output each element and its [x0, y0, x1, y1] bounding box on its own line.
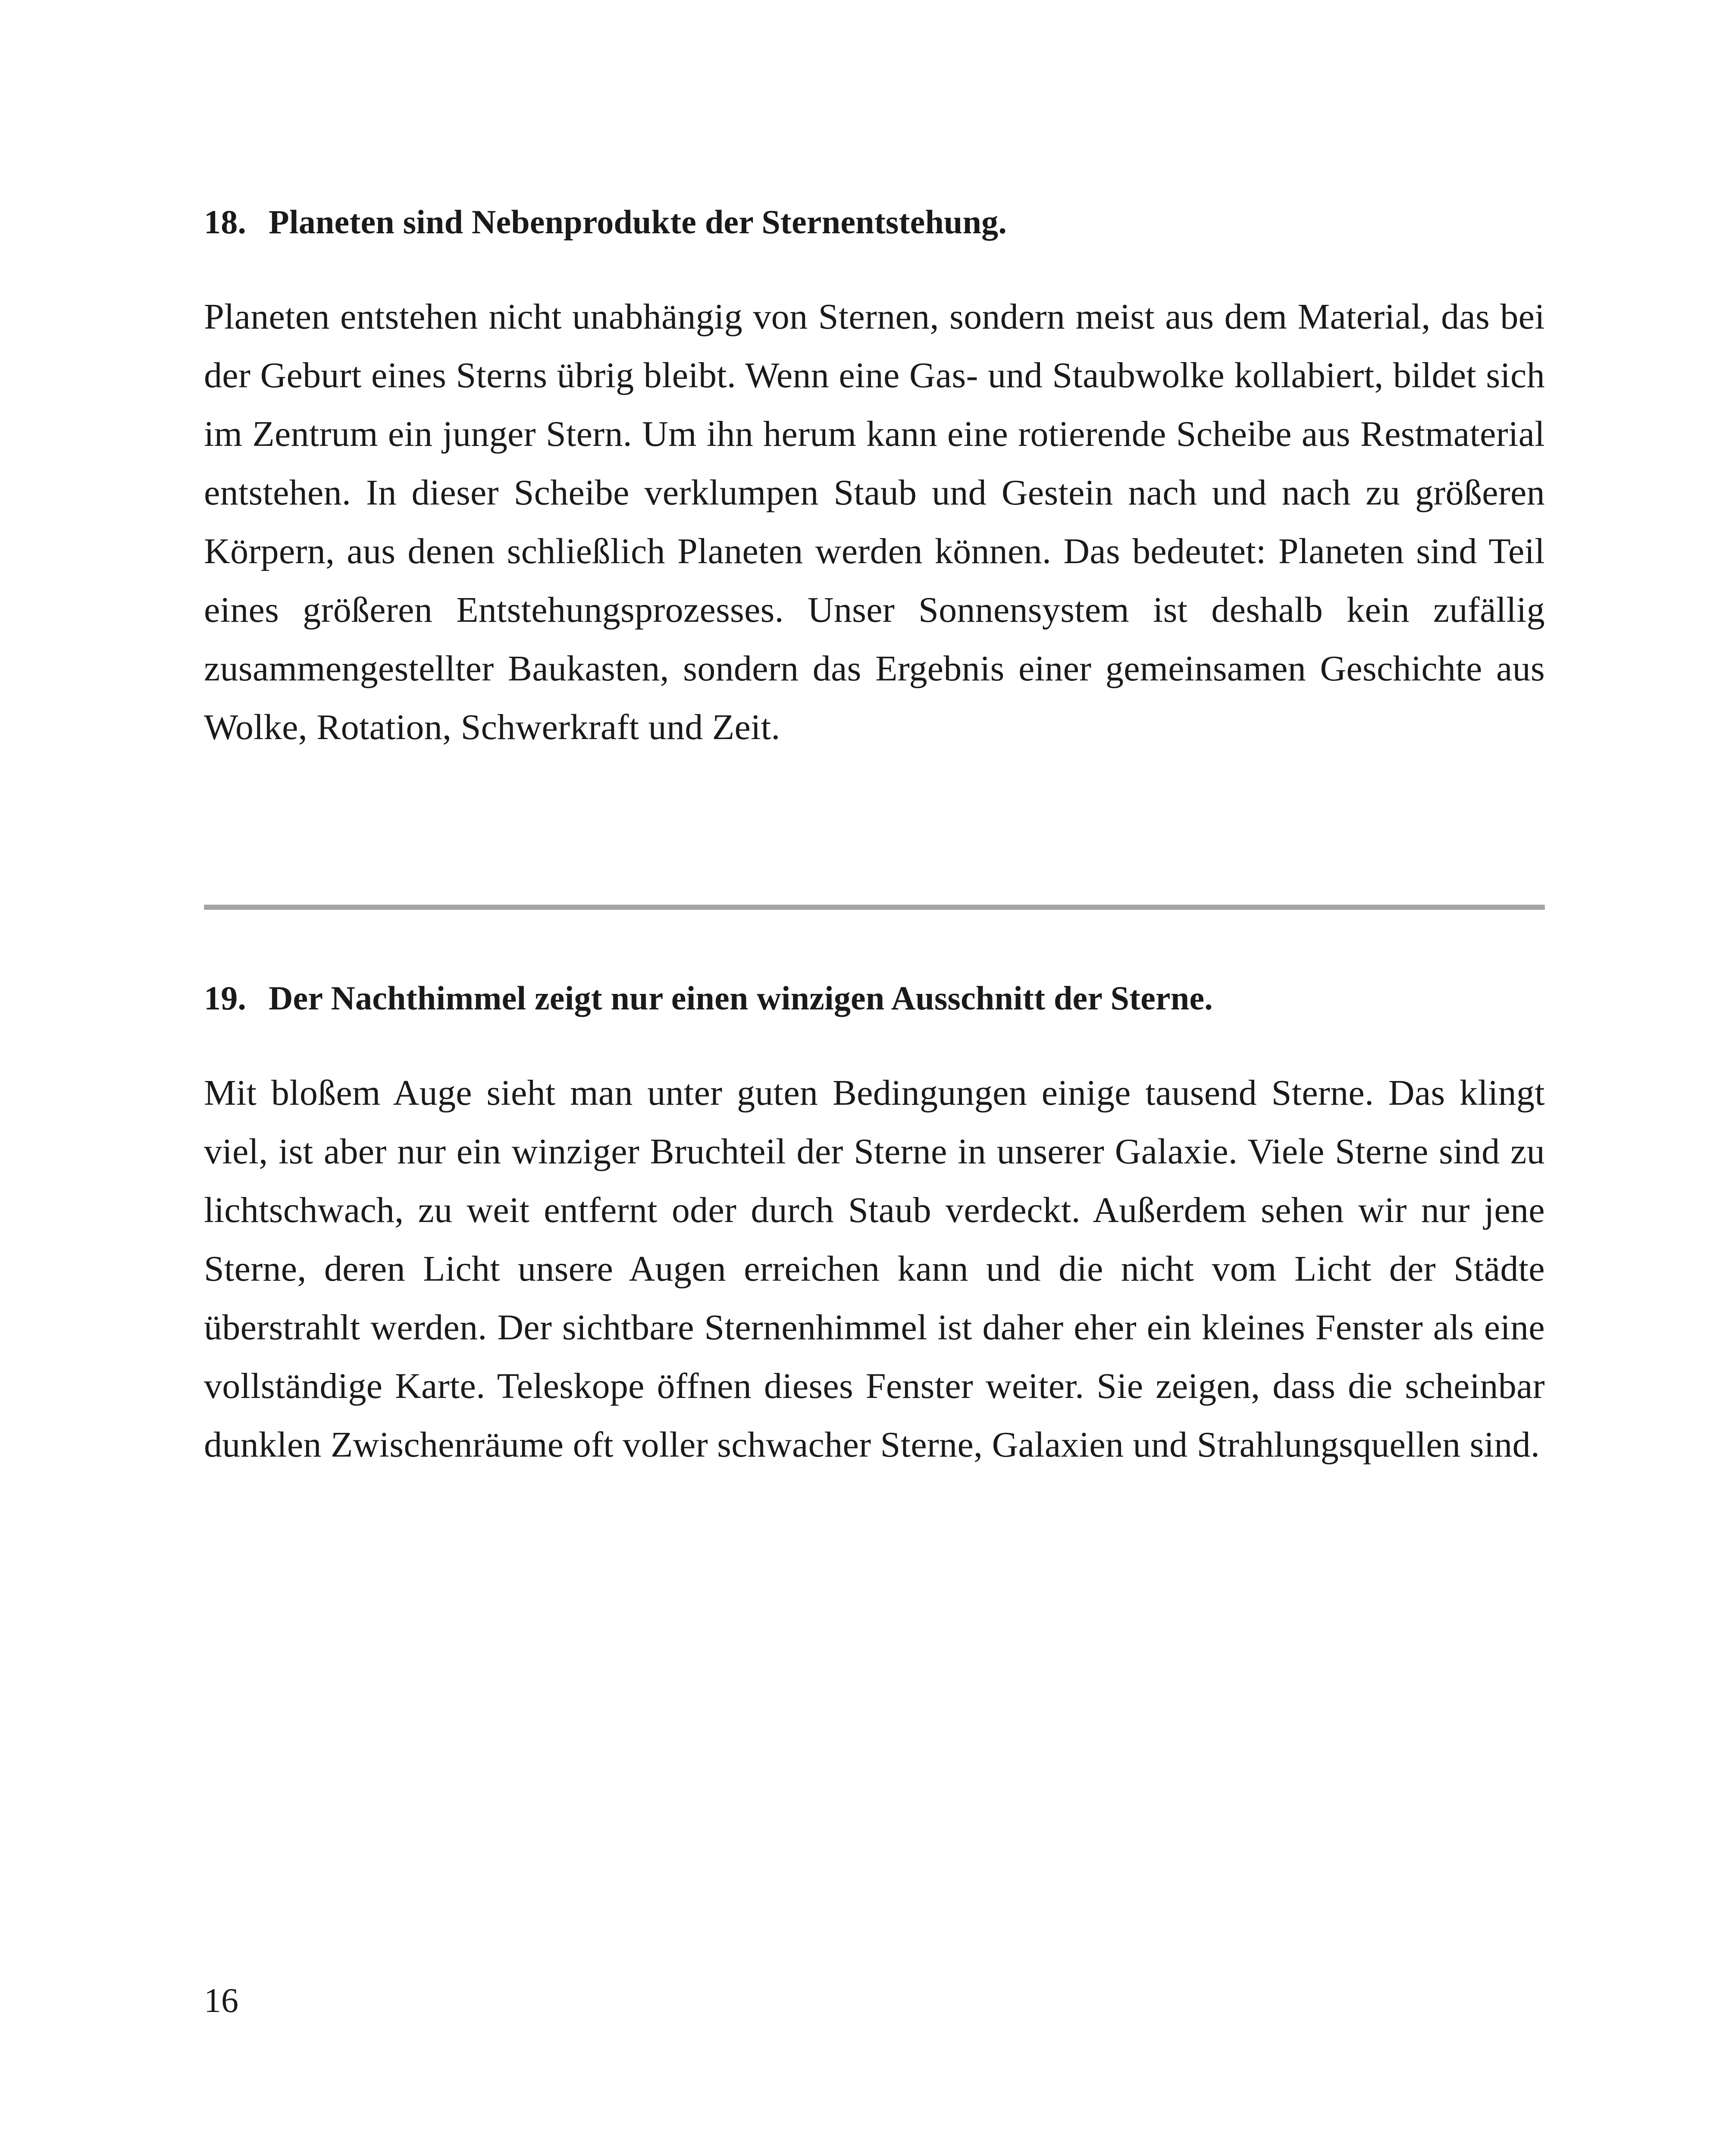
page-number: 16 [204, 1982, 238, 2020]
section-body: Mit bloßem Auge sieht man unter guten Bedingungen einige tausend Sterne. Das klingt viel, ist aber nur ein winziger Bruchteil der Sterne in unserer Galaxie. Viele Sterne sind zu lichtschwach, zu weit entfernt oder durch Staub verdeckt. Außerdem sehen wir nur jene Sterne, deren Licht unsere Augen erreichen kann und die nicht vom Licht der Städte überstrahlt werden. Der sichtbare Sternenhimmel ist daher eher ein kleines Fenster als eine vollständige Karte. Teleskope öffnen dieses Fenster weiter. Sie zeigen, dass die scheinbar dunklen Zwischenräume oft voller schwacher Sterne, Galaxien und Strahlungsquellen sind. [204, 1073, 1545, 1465]
section-19 [204, 972, 1545, 1474]
section-title: Der Nachthimmel zeigt nur einen winzigen Ausschnitt der Sterne. [269, 979, 1213, 1017]
section-title: Planeten sind Nebenprodukte der Sternentstehung. [269, 203, 1007, 241]
section-body: Planeten entstehen nicht unabhängig von Sternen, sondern meist aus dem Material, das bei der Geburt eines Sterns übrig bleibt. Wenn eine Gas- und Staubwolke kollabiert, bildet sich im Zentrum ein junger Stern. Um ihn herum kann eine rotierende Scheibe aus Restmaterial entstehen. In dieser Scheibe verklumpen Staub und Gestein nach und nach zu größeren Körpern, aus denen schließlich Planeten werden können. Das bedeutet: Planeten sind Teil eines größeren Entstehungsprozesses. Unser Sonnensystem ist deshalb kein zufällig zusammengestellter Baukasten, sondern das Ergebnis einer gemeinsamen Geschichte aus Wolke, Rotation, Schwerkraft und Zeit. [204, 297, 1545, 747]
section-number: 19. [204, 979, 247, 1017]
section-heading [204, 196, 1545, 248]
section-heading [204, 972, 1545, 1024]
section-divider [204, 905, 1545, 910]
section-number: 18. [204, 203, 247, 241]
section-18 [204, 196, 1545, 757]
